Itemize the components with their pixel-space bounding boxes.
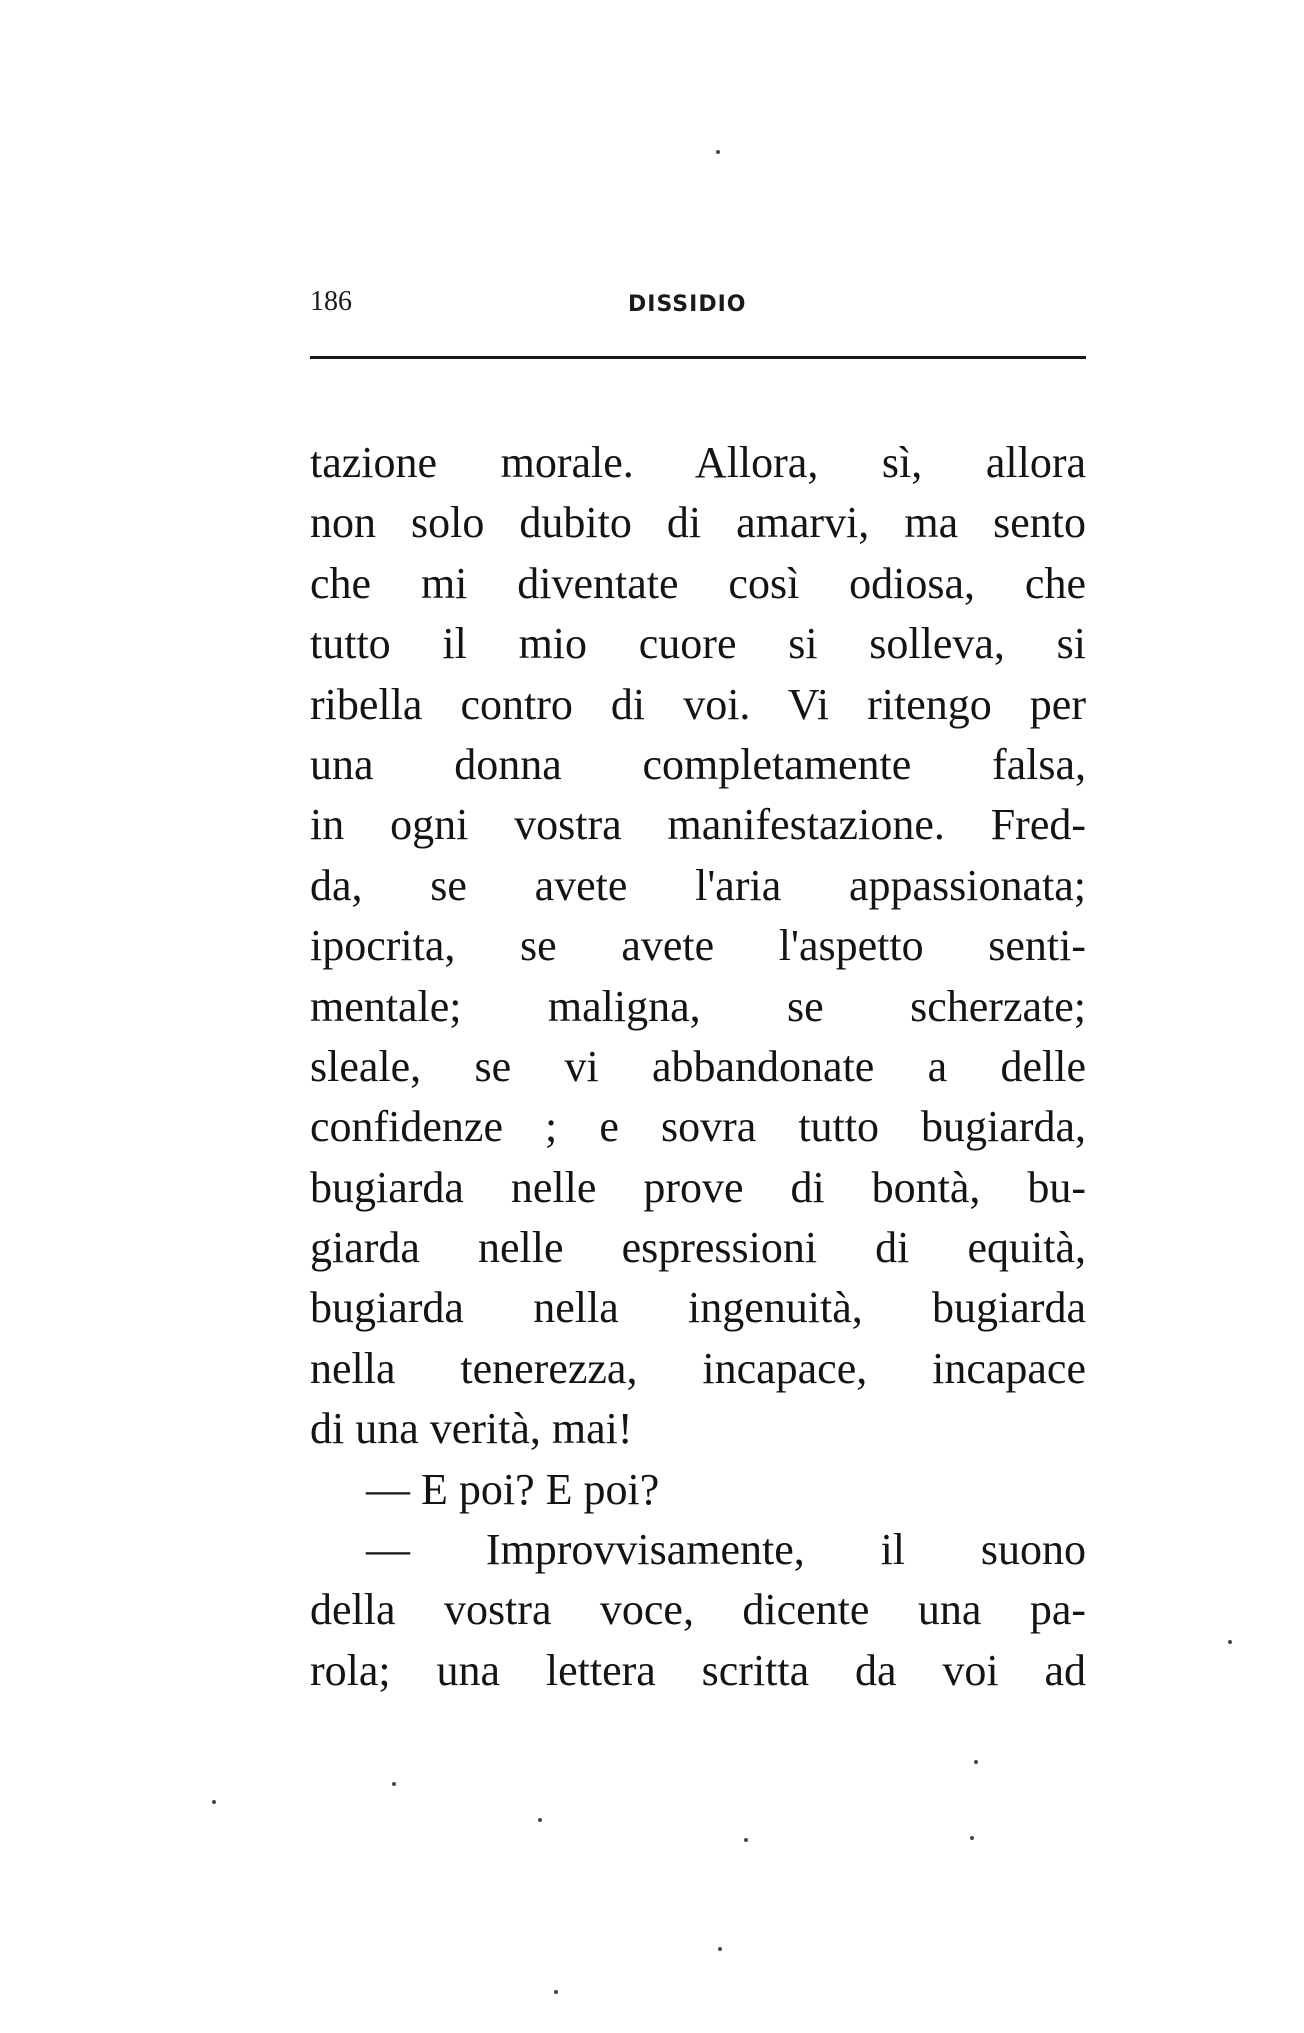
scan-speck [974,1760,978,1764]
dialogue-line: — Improvvisamente, il suono [366,1525,1086,1575]
scan-speck [716,150,720,154]
scan-speck [212,1800,216,1804]
text-line: confidenze ; e sovra tutto bugiarda, [310,1102,1086,1152]
text-line: sleale, se vi abbandonate a delle [310,1041,1086,1091]
header-rule [310,356,1086,359]
text-line: tutto il mio cuore si solleva, si [310,619,1086,669]
text-line: bugiarda nella ingenuità, bugiarda [310,1283,1086,1333]
text-line: da, se avete l'aria appassionata; [310,860,1086,910]
scan-speck [392,1782,396,1786]
scan-speck [718,1947,722,1951]
text-line: che mi diventate così odiosa, che [310,558,1086,608]
text-line: rola; una lettera scritta da voi ad [310,1645,1086,1695]
running-header [310,286,1086,326]
text-line: di una verità, mai! [310,1404,633,1454]
text-line: ribella contro di voi. Vi ritengo per [310,679,1086,729]
scan-speck [538,1818,542,1822]
running-title: DISSIDIO [628,292,747,317]
text-line: giarda nelle espressioni di equità, [310,1223,1086,1273]
text-line: non solo dubito di amarvi, ma sento [310,498,1086,548]
scan-speck [744,1838,748,1842]
text-line: della vostra voce, dicente una pa- [310,1585,1086,1635]
text-line: tazione morale. Allora, sì, allora [310,438,1086,487]
scan-speck [1228,1640,1232,1644]
text-line: mentale; maligna, se scherzate; [310,981,1086,1031]
text-line: in ogni vostra manifestazione. Fred- [310,800,1086,850]
dialogue-line: — E poi? E poi? [366,1464,660,1514]
page-body [310,433,1086,1701]
text-line: nella tenerezza, incapace, incapace [310,1343,1086,1393]
scan-speck [970,1836,974,1840]
scan-speck [554,1990,558,1994]
text-line: bugiarda nelle prove di bontà, bu- [310,1162,1086,1212]
text-line: una donna completamente falsa, [310,739,1086,789]
page-number: 186 [310,286,352,317]
text-line: ipocrita, se avete l'aspetto senti- [310,921,1086,971]
